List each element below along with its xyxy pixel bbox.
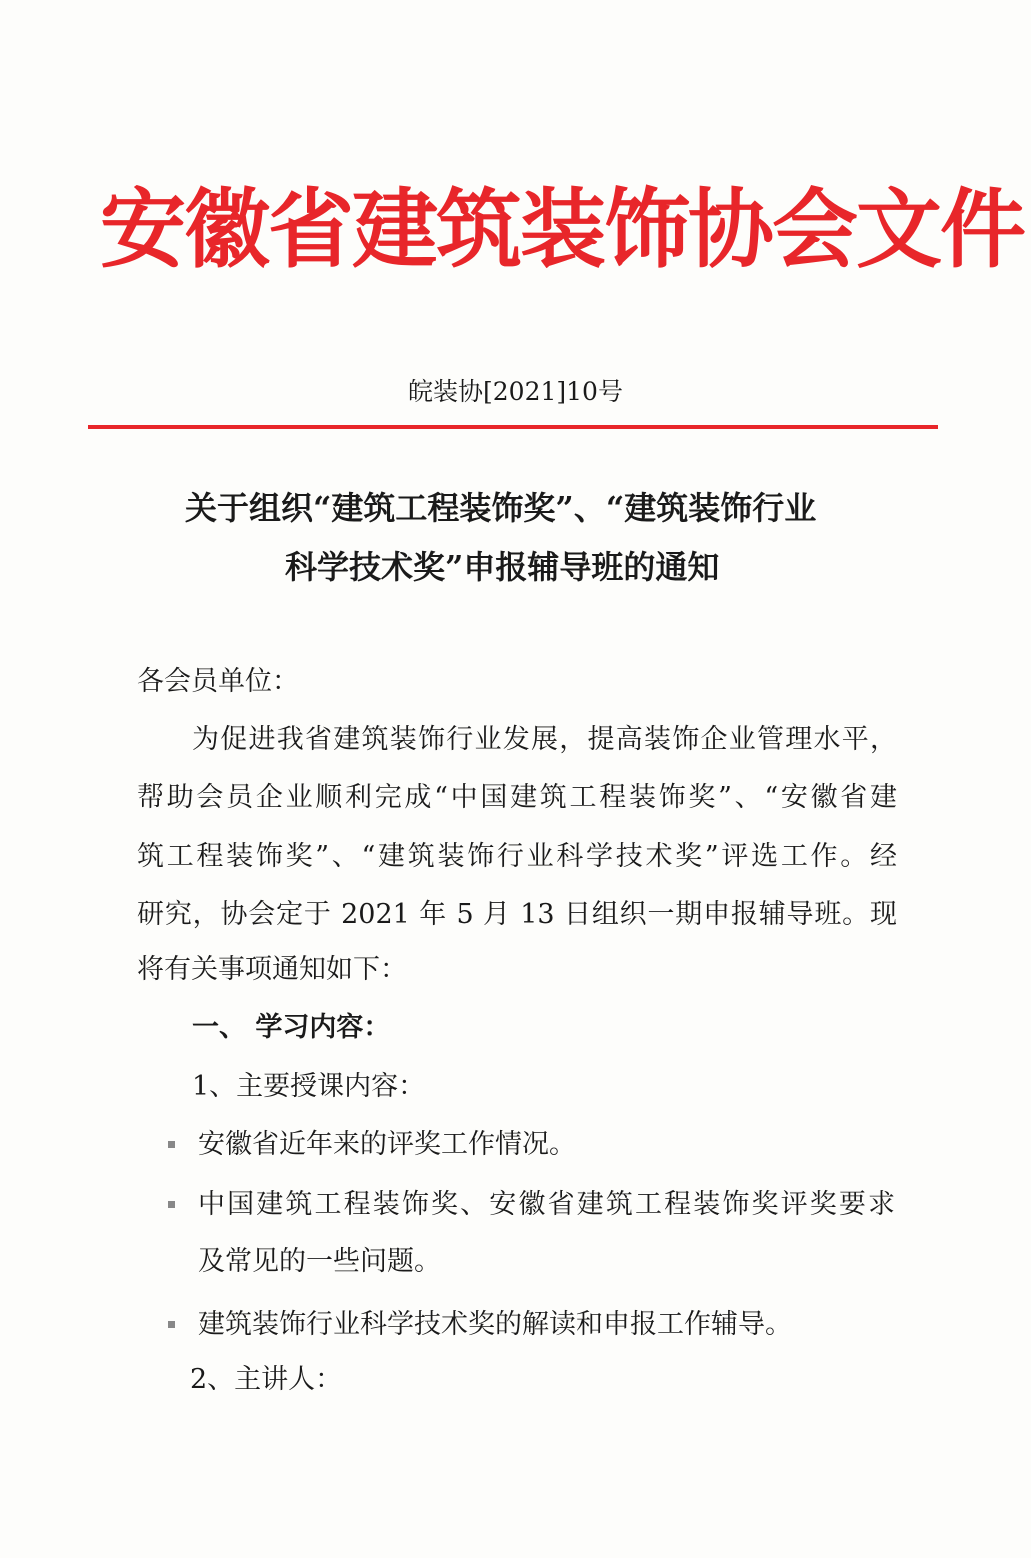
bullet-icon — [168, 1201, 175, 1208]
bullet-item-continuation: 及常见的一些问题。 — [198, 1246, 441, 1277]
document-number: 皖装协[2021]10号 — [408, 377, 623, 406]
subsection-heading: 2、主讲人： — [190, 1364, 343, 1395]
paragraph-line: 研究，协会定于 2021 年 5 月 13 日组织一期申报辅导班。现 — [137, 899, 897, 930]
paragraph-line: 将有关事项通知如下： — [137, 954, 407, 985]
notice-title-line-1: 关于组织“建筑工程装饰奖”、“建筑装饰行业 — [185, 489, 817, 527]
section-heading: 一、 学习内容： — [192, 1012, 391, 1043]
bullet-icon — [168, 1321, 175, 1328]
bullet-item: 安徽省近年来的评奖工作情况。 — [198, 1129, 576, 1160]
paragraph-line: 帮助会员企业顺利完成“中国建筑工程装饰奖”、“安徽省建 — [137, 782, 897, 813]
notice-title-line-2: 科学技术奖”申报辅导班的通知 — [285, 548, 720, 586]
salutation: 各会员单位： — [137, 666, 299, 697]
paragraph-line: 筑工程装饰奖”、“建筑装饰行业科学技术奖”评选工作。经 — [137, 841, 897, 872]
subsection-heading: 1、主要授课内容： — [192, 1071, 426, 1102]
paragraph-line: 为促进我省建筑装饰行业发展，提高装饰企业管理水平， — [192, 724, 897, 755]
red-divider — [88, 425, 938, 429]
bullet-item: 建筑装饰行业科学技术奖的解读和申报工作辅导。 — [198, 1309, 792, 1340]
organization-title: 安徽省建筑装饰协会文件 — [100, 179, 1024, 280]
bullet-icon — [168, 1141, 175, 1148]
bullet-item: 中国建筑工程装饰奖、安徽省建筑工程装饰奖评奖要求 — [198, 1189, 895, 1220]
